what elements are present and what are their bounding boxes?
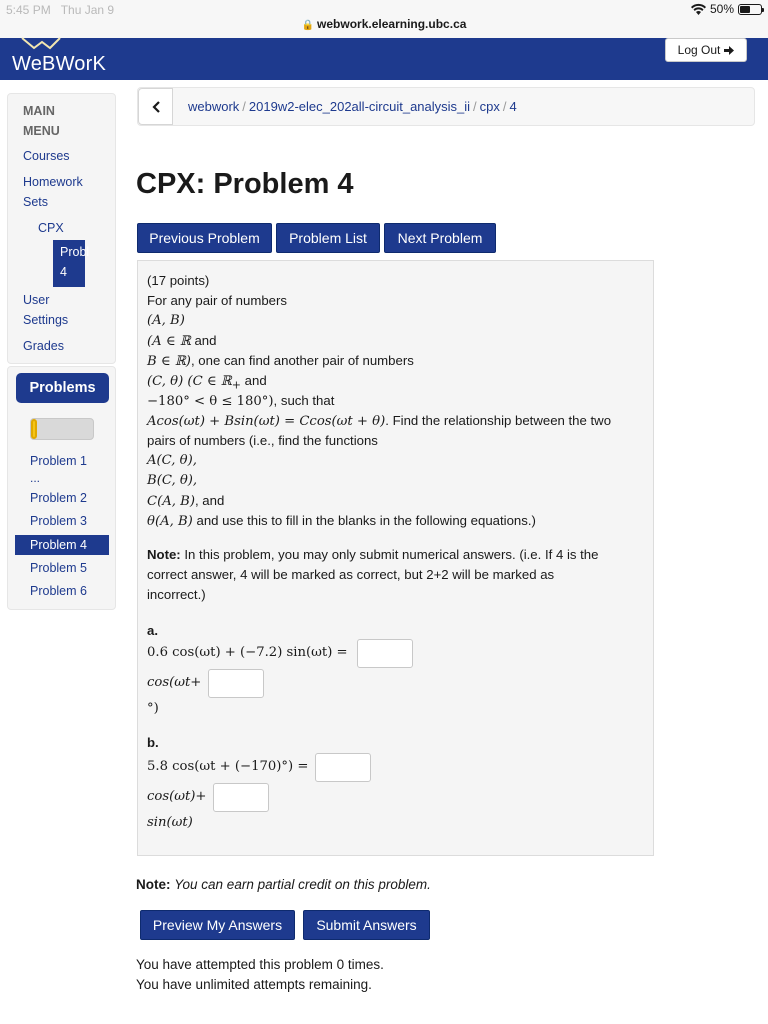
- problem-link-6[interactable]: Problem 6: [30, 584, 87, 598]
- problem-link-2[interactable]: Problem 2: [30, 491, 87, 505]
- back-button[interactable]: [138, 88, 173, 125]
- breadcrumb: [137, 87, 755, 126]
- problem-note: correct answer, 4 will be marked as correct, but 2+2 will be marked as: [147, 567, 555, 582]
- page-title: CPX: Problem 4: [136, 168, 354, 200]
- status-indicators: [691, 2, 762, 16]
- part-a-equation: 0.6 cos(ωt) + (−7.2) sin(ωt) =: [147, 645, 348, 660]
- problem-text-line: (C, θ) (C ∈ ℝ$_+$ and: [147, 373, 267, 392]
- problems-button[interactable]: Problems: [16, 373, 109, 403]
- problem-list-button[interactable]: Problem List: [276, 223, 380, 253]
- preview-answers-button[interactable]: Preview My Answers: [140, 910, 295, 940]
- problem-note: Note: In this problem, you may only submit numerical answers. (i.e. If 4 is the: [147, 547, 599, 562]
- part-b-sin: sin(ωt): [147, 815, 193, 830]
- chevron-left-icon: [152, 101, 160, 113]
- problem-text-line: C(A, B), and: [147, 493, 225, 509]
- status-time: 5:45 PM Thu Jan 9: [6, 3, 115, 17]
- part-b-label: b.: [147, 735, 159, 750]
- progress-bar: [30, 418, 94, 440]
- wifi-icon: [691, 4, 706, 15]
- problem-link-3[interactable]: Problem 3: [30, 514, 87, 528]
- attempts-remaining: You have unlimited attempts remaining.: [136, 977, 372, 992]
- battery-icon: [738, 4, 762, 15]
- problem-link-1[interactable]: Problem 1: [30, 454, 87, 468]
- sidebar-item-grades[interactable]: Grades: [23, 339, 64, 353]
- part-a-degree: °): [147, 701, 159, 716]
- url-bar[interactable]: [0, 17, 768, 31]
- answer-input-b2[interactable]: [213, 783, 269, 812]
- sidebar-item-current-problem[interactable]: Probl 4: [53, 240, 85, 287]
- answer-input-b1[interactable]: [315, 753, 371, 782]
- problem-text-line: pairs of numbers (i.e., find the functions: [147, 433, 378, 448]
- answer-input-a1[interactable]: [357, 639, 413, 668]
- main-menu-title: MAIN MENU: [23, 104, 60, 138]
- url-text: webwork.elearning.ubc.ca: [317, 17, 467, 31]
- problem-note: incorrect.): [147, 587, 206, 602]
- answer-input-a2[interactable]: [208, 669, 264, 698]
- breadcrumb-problem: 4: [509, 99, 517, 114]
- webwork-logo-icon: [20, 38, 60, 50]
- previous-problem-button[interactable]: Previous Problem: [137, 223, 272, 253]
- lock-icon: 🔒: [301, 20, 315, 31]
- logout-icon: [724, 46, 734, 55]
- breadcrumb-trail: webwork / 2019w2-elec_202all-circuit_analysis_ii / cpx / 4: [188, 99, 517, 114]
- problem-text-line: θ(A, B) and use this to fill in the blanks in the following equations.): [147, 513, 536, 529]
- part-b-equation: 5.8 cos(ωt + (−170)°) =: [147, 759, 309, 774]
- breadcrumb-course[interactable]: 2019w2-elec_202all-circuit_analysis_ii: [248, 99, 471, 114]
- math-ab: (A, B): [147, 313, 185, 328]
- sidebar-item-user-settings[interactable]: User Settings: [23, 293, 69, 327]
- battery-percent: 50%: [709, 2, 734, 16]
- logout-button[interactable]: Log Out: [665, 38, 747, 62]
- submit-answers-button[interactable]: Submit Answers: [303, 910, 430, 940]
- breadcrumb-set[interactable]: cpx: [479, 99, 500, 114]
- webwork-header: [0, 38, 768, 80]
- partial-credit-note: Note: You can earn partial credit on this problem.: [136, 877, 431, 892]
- problem-text-line: −180° < θ ≤ 180°), such that: [147, 393, 335, 409]
- problem-text-line: For any pair of numbers: [147, 293, 287, 308]
- math-fb: B(C, θ),: [147, 473, 198, 488]
- problem-text-line: Acos(ωt) + Bsin(ωt) = Ccos(ωt + θ). Find the relationship between the two: [147, 413, 612, 429]
- main-menu-panel: [7, 93, 116, 364]
- problem-list-ellipsis: ...: [30, 471, 41, 485]
- part-b-cos: cos(ωt)+: [147, 789, 207, 804]
- problem-text-line: (A ∈ ℝ and: [147, 333, 217, 349]
- next-problem-button[interactable]: Next Problem: [384, 223, 496, 253]
- breadcrumb-webwork[interactable]: webwork: [188, 99, 240, 114]
- problem-body: [137, 260, 654, 856]
- problem-points: (17 points): [147, 273, 210, 288]
- status-bar: [0, 0, 768, 40]
- part-a-label: a.: [147, 623, 158, 638]
- problem-link-5[interactable]: Problem 5: [30, 561, 87, 575]
- part-a-cos: cos(ωt+: [147, 675, 202, 690]
- problems-panel: [7, 366, 116, 610]
- problem-link-4-active[interactable]: Problem 4: [15, 535, 109, 555]
- progress-bar-fill: [31, 419, 37, 439]
- attempts-count: You have attempted this problem 0 times.: [136, 957, 384, 972]
- sidebar-item-courses[interactable]: Courses: [23, 149, 70, 163]
- problem-text-line: B ∈ ℝ), one can find another pair of numbers: [147, 353, 414, 369]
- math-fa: A(C, θ),: [147, 453, 197, 468]
- sidebar-item-cpx[interactable]: CPX: [38, 221, 64, 235]
- sidebar-item-homework-sets[interactable]: Homework Sets: [23, 175, 83, 209]
- brand-title[interactable]: WeBWorK: [12, 53, 107, 75]
